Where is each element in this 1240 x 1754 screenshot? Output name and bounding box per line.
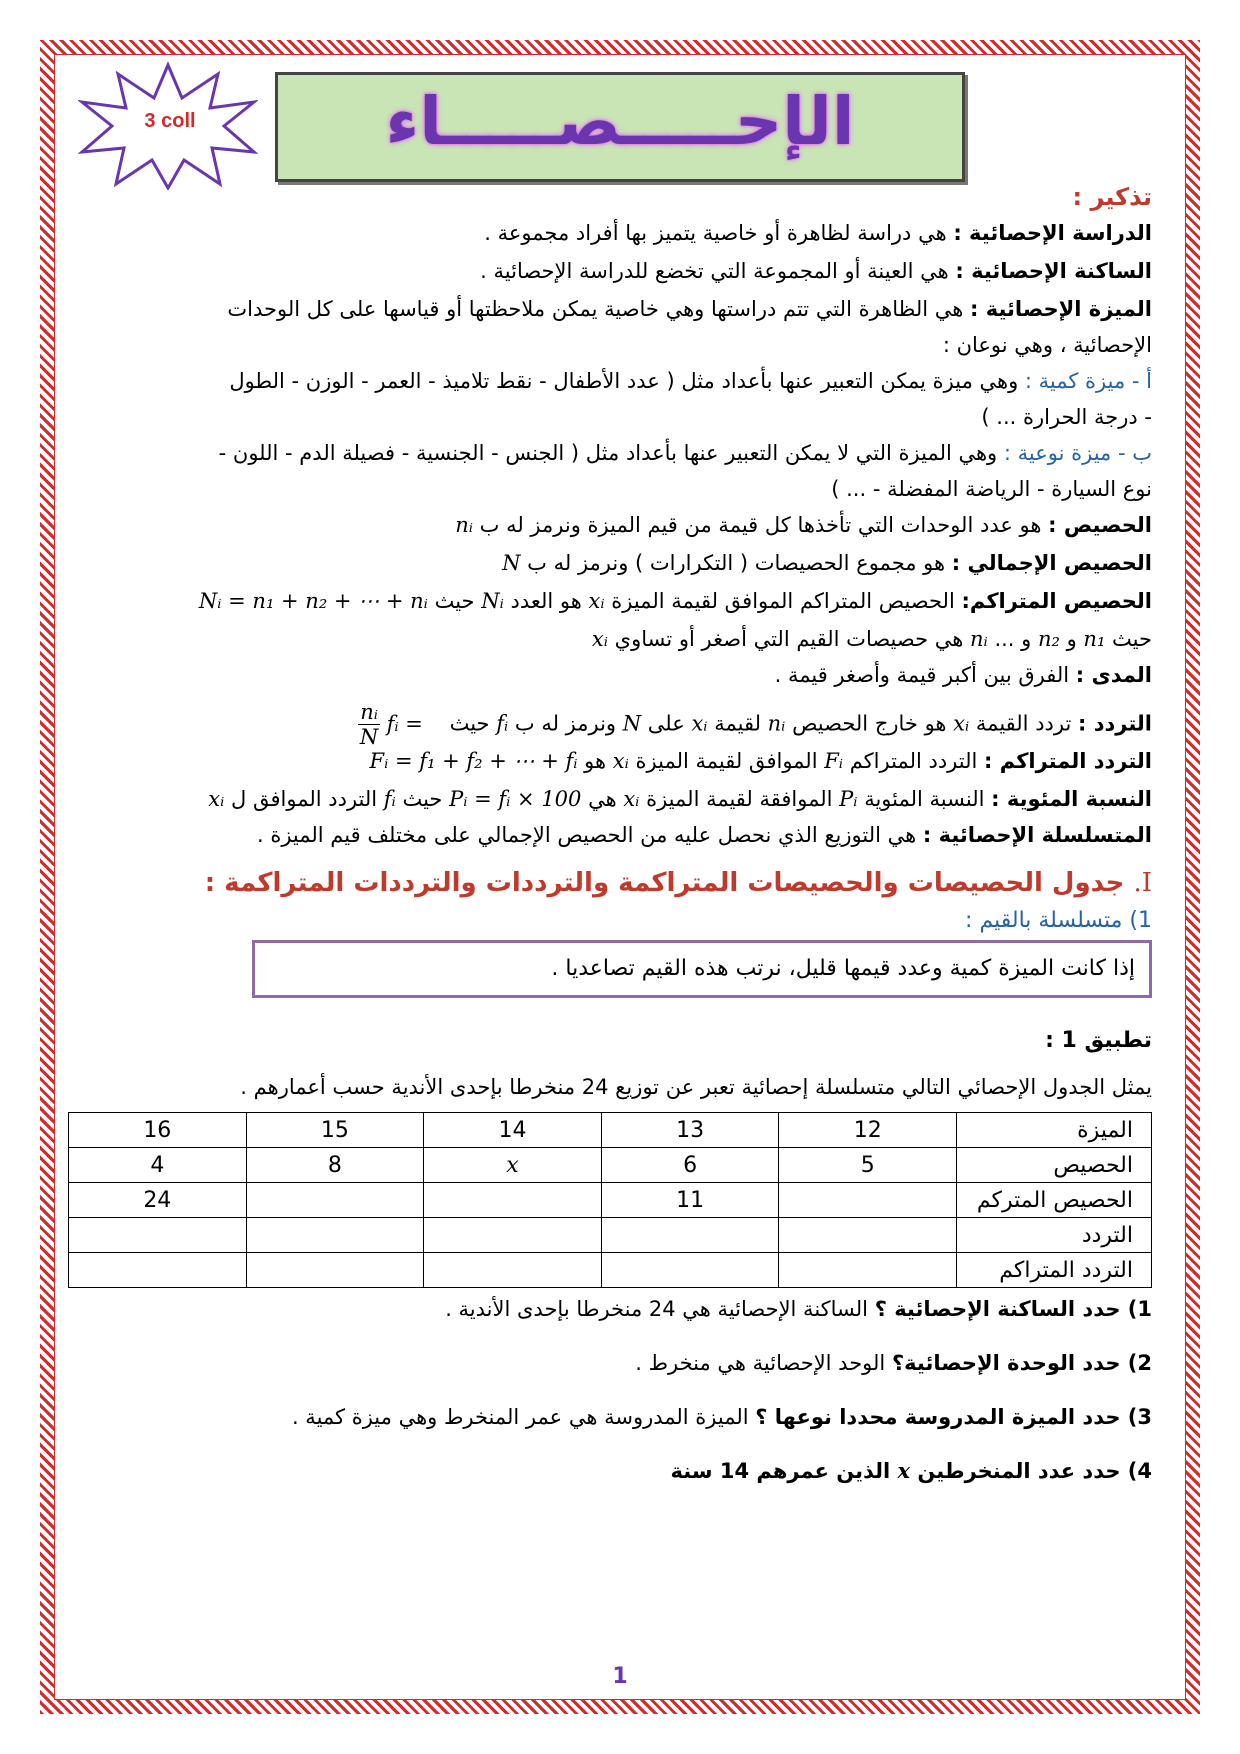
recall-line: الدراسة الإحصائية : هي دراسة لظاهرة أو خاصية يتميز بها أفراد مجموعة .	[484, 221, 1152, 245]
table-row: التردد	[69, 1218, 1152, 1253]
page-title: الإحـــــصـــــاء	[385, 83, 855, 160]
table-row: التردد المتراكم	[69, 1253, 1152, 1288]
statistics-table	[68, 1112, 1152, 1288]
page-number: 1	[612, 1664, 628, 1689]
table-row: الحصيص 5 6 x 8 4	[69, 1148, 1152, 1183]
note-text: إذا كانت الميزة كمية وعدد قيمها قليل، نرتب هذه القيم تصاعديا .	[551, 956, 1135, 981]
question-line: 4) حدد عدد المنخرطين x الذين عمرهم 14 سنة	[670, 1458, 1152, 1483]
table-row: الميزة 12 13 14 15 16	[69, 1113, 1152, 1148]
subsection-title: 1) متسلسلة بالقيم :	[965, 908, 1152, 933]
recall-line: الميزة الإحصائية : هي الظاهرة التي تتم دراستها وهي خاصية يمكن ملاحظتها أو قياسها على كل الوحدات	[227, 297, 1152, 321]
recall-heading: تذكير :	[1072, 183, 1152, 211]
question-line: 2) حدد الوحدة الإحصائية؟ الوحد الإحصائية هي منخرط .	[635, 1351, 1152, 1375]
recall-line: الحصيص المتراكم: الحصيص المتراكم الموافق لقيمة الميزة xᵢ هو العدد Nᵢ حيث Nᵢ = n₁ + n₂ + ⋯ + nᵢ	[198, 589, 1152, 613]
recall-line: التردد : تردد القيمة xᵢ هو خارج الحصيص nᵢ لقيمة xᵢ على N ونرمز له ب fᵢ حيث fᵢ = $\frac{\text{nᵢ}}{N}$	[359, 700, 1152, 749]
recall-line: الحصيص الإجمالي : هو مجموع الحصيصات ( التكرارات ) ونرمز له ب N	[502, 551, 1152, 575]
recall-line: حيث n₁ و n₂ و ... nᵢ هي حصيصات القيم التي أصغر أو تساوي xᵢ	[591, 627, 1152, 651]
note-box	[252, 940, 1152, 998]
exercise-heading: تطبيق 1 :	[1045, 1028, 1152, 1053]
recall-line: النسبة المئوية : النسبة المئوية Pᵢ الموافقة لقيمة الميزة xᵢ هي Pᵢ = fᵢ × 100 حيث fᵢ التردد الموافق ل xᵢ	[208, 787, 1152, 811]
recall-line: نوع السيارة - الرياضة المفضلة - ... )	[831, 477, 1152, 501]
recall-line: الساكنة الإحصائية : هي العينة أو المجموعة التي تخضع للدراسة الإحصائية .	[480, 259, 1152, 283]
recall-line: ب - ميزة نوعية : وهي الميزة التي لا يمكن التعبير عنها بأعداد مثل ( الجنس - الجنسية - فصيلة الدم - اللون -	[218, 441, 1152, 465]
question-line: 1) حدد الساكنة الإحصائية ؟ الساكنة الإحصائية هي 24 منخرطا بإحدى الأندية .	[445, 1297, 1152, 1321]
recall-line: الحصيص : هو عدد الوحدات التي تأخذها كل قيمة من قيم الميزة ونرمز له ب nᵢ	[455, 513, 1152, 537]
recall-line: التردد المتراكم : التردد المتراكم Fᵢ الموافق لقيمة الميزة xᵢ هو Fᵢ = f₁ + f₂ + ⋯ + fᵢ	[369, 749, 1152, 773]
recall-line: المدى : الفرق بين أكبر قيمة وأصغر قيمة .	[774, 663, 1152, 687]
section-title: I. جدول الحصيصات والحصيصات المتراكمة والترددات والترددات المتراكمة :	[204, 868, 1152, 898]
frequency-fraction: $\frac{\text{nᵢ}}{N}$	[359, 700, 379, 749]
recall-line: المتسلسلة الإحصائية : هي التوزيع الذي نحصل عليه من الحصيص الإجمالي على مختلف قيم الميزة .	[256, 823, 1152, 847]
title-box	[275, 72, 965, 182]
badge-label: 3 coll	[144, 110, 196, 132]
page	[60, 60, 1180, 1700]
table-row: الحصيص المتركم 11 24	[69, 1183, 1152, 1218]
recall-line: - درجة الحرارة ... )	[981, 405, 1152, 429]
recall-line: أ - ميزة كمية : وهي ميزة يمكن التعبير عنها بأعداد مثل ( عدد الأطفال - نقط تلاميذ - العمر - الوزن - الطول	[229, 369, 1152, 393]
recall-line: الإحصائية ، وهي نوعان :	[942, 333, 1152, 357]
question-line: 3) حدد الميزة المدروسة محددا نوعها ؟ الميزة المدروسة هي عمر المنخرط وهي ميزة كمية .	[291, 1405, 1152, 1429]
exercise-intro: يمثل الجدول الإحصائي التالي متسلسلة إحصائية تعبر عن توزيع 24 منخرطا بإحدى الأندية حسب أعمارهم .	[240, 1075, 1152, 1099]
